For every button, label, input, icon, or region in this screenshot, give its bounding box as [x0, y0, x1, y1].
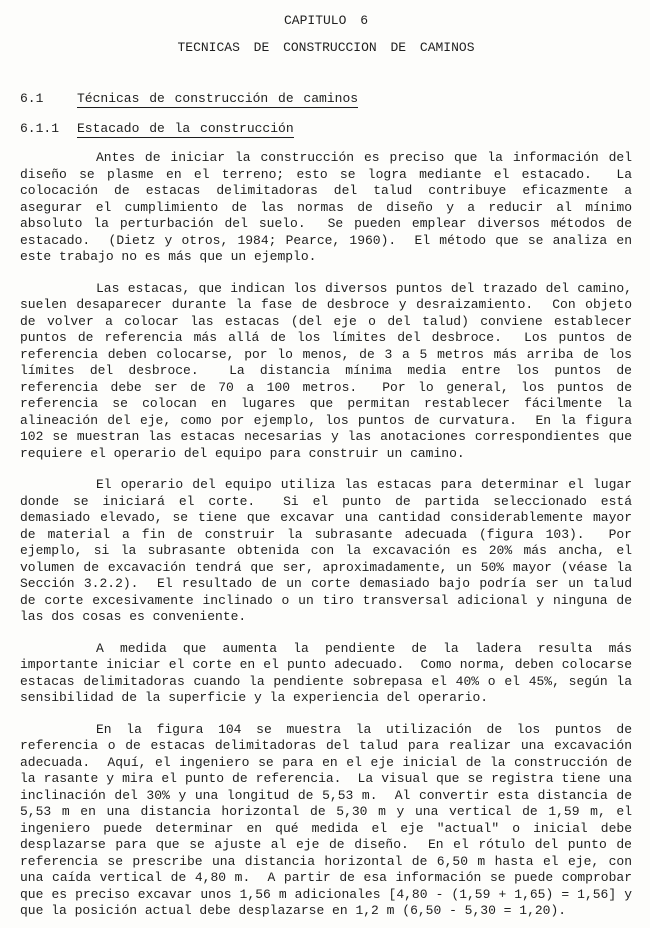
section-title: Técnicas de construcción de caminos: [77, 91, 359, 106]
chapter-title: TECNICAS DE CONSTRUCCION DE CAMINOS: [177, 40, 475, 55]
paragraph-2: Las estacas, que indican los diversos puntos del trazado del camino, suelen desaparecer durante la fase de desbroce y desraizamiento. Con objeto de volver a colocar las estacas (del eje o del talud) conviene establecer puntos de referencia más allá de los límites del desbroce. Los puntos de referencia deben colocarse, por lo menos, de 3 a 5 metros más arriba de los límites del desbroce. La distancia mínima media entre los puntos de referencia debe ser de 70 a 100 metros. Por lo general, los puntos de referencia se colocan en lugares que permitan restablecer fácilmente la alineación del eje, como por ejemplo, los puntos de curvatura. En la figura 102 se muestran las estacas necesarias y las anotaciones correspondientes que requiere el operario del equipo para construir un camino.: [20, 280, 632, 461]
section-title: Estacado de la construcción: [77, 121, 294, 136]
document-header: [20, 12, 632, 56]
paragraph-1: Antes de iniciar la construcción es preciso que la información del diseño se plasme en el terreno; esto se logra mediante el estacado. La colocación de estacas delimitadoras del talud contribuye eficazmente a asegurar el cumplimiento de las normas de diseño y a reducir al mínimo absoluto la perturbación del suelo. Se pueden emplear diversos métodos de estacado. (Dietz y otros, 1984; Pearce, 1960). El método que se analiza en este trabajo no es más que un ejemplo.: [20, 150, 632, 264]
section-heading-6-1: [20, 90, 632, 107]
section-number: 6.1: [20, 91, 44, 106]
paragraph-4: A medida que aumenta la pendiente de la ladera resulta más importante iniciar el corte en el punto adecuado. Como norma, deben colocarse estacas delimitadoras cuando la pendiente sobrepasa el 40% o el 45%, según la sensibilidad de la superficie y la experiencia del operario.: [20, 640, 632, 705]
section-number: 6.1.1: [20, 121, 60, 136]
paragraph-5: En la figura 104 se muestra la utilización de los puntos de referencia o de estacas delimitadoras del talud para realizar una excavación adecuada. Aquí, el ingeniero se para en el eje inicial de la construcción de la rasante y mira el punto de referencia. La visual que se registra tiene una inclinación del 30% y una longitud de 5,53 m. Al convertir esta distancia de 5,53 m en una distancia horizontal de 5,30 m y una vertical de 1,59 m, el ingeniero puede determinar en qué medida el eje "actual" o inicial debe desplazarse para que se ajuste al eje de diseño. En el rótulo del punto de referencia se prescribe una distancia horizontal de 6,50 m hasta el eje, con una caída vertical de 4,80 m. A partir de esa información se puede comprobar que es preciso excavar unos 1,56 m adicionales [4,80 - (1,59 + 1,65) = 1,56] y que la posición actual debe desplazarse en 1,2 m (6,50 - 5,30 = 1,20).: [20, 721, 632, 918]
document-body: [20, 150, 632, 920]
chapter-label: CAPITULO 6: [283, 13, 368, 28]
section-heading-6-1-1: [20, 120, 632, 137]
paragraph-3: El operario del equipo utiliza las estacas para determinar el lugar donde se iniciará el corte. Si el punto de partida seleccionado está demasiado elevado, se tiene que excavar una cantidad considerablemente mayor de material a fin de construir la subrasante adecuada (figura 103). Por ejemplo, si la subrasante obtenida con la excavación es 20% más ancha, el volumen de excavación tendrá que ser, aproximadamente, un 50% mayor (véase la Sección 3.2.2). El resultado de un corte demasiado bajo podría ser un talud de corte excesivamente inclinado o un tiro transversal adicional y ninguna de las dos cosas es conveniente.: [20, 477, 632, 624]
